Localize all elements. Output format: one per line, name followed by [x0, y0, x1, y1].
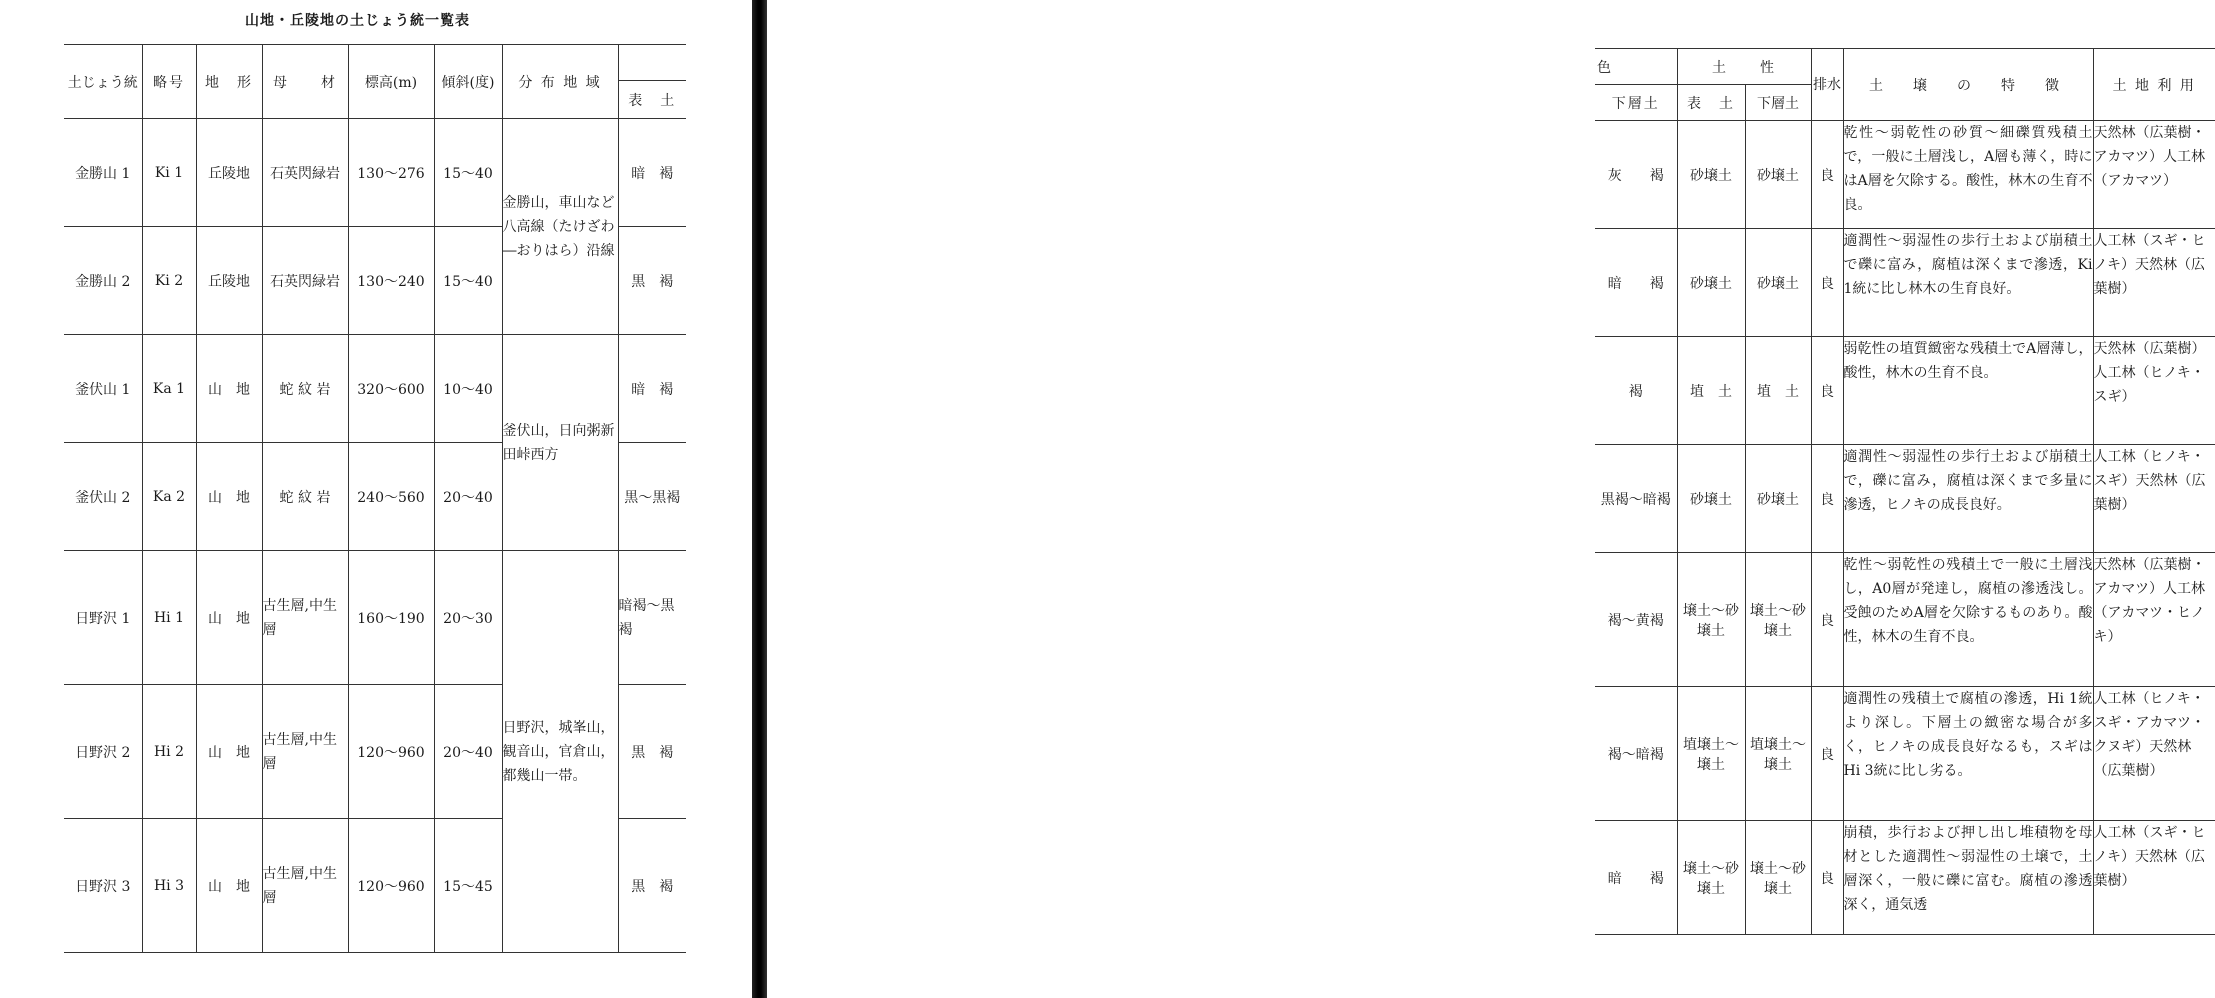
series-symbol: Hi 3	[142, 819, 196, 953]
slope: 10～40	[434, 335, 502, 443]
slope: 15～45	[434, 819, 502, 953]
series-name: 日野沢 2	[64, 685, 142, 819]
landform: 山 地	[196, 335, 262, 443]
header-color-group	[618, 45, 686, 81]
right-page	[767, 0, 2206, 998]
soil-features: 崩積，歩行および押し出し堆積物を母材とした適潤性～弱湿性の土壌で，土層深く，一般に礫に富む。腐植の滲透深く，通気透	[1843, 821, 2093, 935]
landform: 山 地	[196, 551, 262, 685]
landform: 山 地	[196, 819, 262, 953]
slope: 20～40	[434, 443, 502, 551]
series-name: 日野沢 3	[64, 819, 142, 953]
drainage: 良	[1811, 553, 1843, 687]
texture-subsoil: 埴壌土～壌土	[1745, 687, 1811, 821]
texture-topsoil: 壌土～砂壌土	[1677, 821, 1745, 935]
soil-series-table-right	[1595, 48, 2215, 935]
texture-subsoil: 壌土～砂壌土	[1745, 553, 1811, 687]
subsoil-color: 褐	[1595, 337, 1677, 445]
slope: 15～40	[434, 227, 502, 335]
texture-topsoil: 砂壌土	[1677, 121, 1745, 229]
texture-topsoil: 砂壌土	[1677, 445, 1745, 553]
topsoil-color: 黒 褐	[618, 819, 686, 953]
series-symbol: Hi 1	[142, 551, 196, 685]
header-landform: 地 形	[196, 45, 262, 119]
texture-subsoil: 砂壌土	[1745, 229, 1811, 337]
table-row	[1595, 687, 2215, 821]
series-name: 金勝山 2	[64, 227, 142, 335]
soil-features: 適潤性～弱湿性の歩行土および崩積土で，礫に富み，腐植は深くまで多量に滲透，ヒノキの成長良好。	[1843, 445, 2093, 553]
texture-subsoil: 砂壌土	[1745, 121, 1811, 229]
slope: 20～30	[434, 551, 502, 685]
landform: 丘陵地	[196, 119, 262, 227]
series-symbol: Hi 2	[142, 685, 196, 819]
texture-topsoil: 砂壌土	[1677, 229, 1745, 337]
topsoil-color: 黒 褐	[618, 685, 686, 819]
soil-features: 弱乾性の埴質緻密な残積土でA層薄し，酸性，林木の生育不良。	[1843, 337, 2093, 445]
table-row	[64, 335, 686, 443]
texture-subsoil: 壌土～砂壌土	[1745, 821, 1811, 935]
soil-features: 乾性～弱乾性の砂質～細礫質残積土で，一般に土層浅し，A層も薄く，時にはA層を欠除する。酸性，林木の生育不良。	[1843, 121, 2093, 229]
subsoil-color: 暗 褐	[1595, 821, 1677, 935]
texture-topsoil: 埴 土	[1677, 337, 1745, 445]
elevation: 130～276	[348, 119, 434, 227]
header-drainage: 排水	[1811, 49, 1843, 121]
header-topsoil-color: 表 土	[618, 81, 686, 119]
drainage: 良	[1811, 121, 1843, 229]
parent-material: 石英閃緑岩	[262, 119, 348, 227]
topsoil-color: 黒 褐	[618, 227, 686, 335]
parent-material: 古生層,中生層	[262, 551, 348, 685]
subsoil-color: 灰 褐	[1595, 121, 1677, 229]
texture-topsoil: 壌土～砂壌土	[1677, 553, 1745, 687]
drainage: 良	[1811, 229, 1843, 337]
table-row	[1595, 821, 2215, 935]
land-use: 人工林（スギ・ヒノキ）天然林（広葉樹）	[2093, 229, 2215, 337]
table-title: 山地・丘陵地の土じょう統一覧表	[245, 13, 470, 29]
topsoil-color: 暗褐～黒褐	[618, 551, 686, 685]
slope: 15～40	[434, 119, 502, 227]
left-page	[0, 0, 752, 998]
elevation: 240～560	[348, 443, 434, 551]
soil-features: 乾性～弱乾性の残積土で一般に土層浅し，A0層が発達し，腐植の滲透浅し。受蝕のためA層を欠除するものあり。酸性，林木の生育不良。	[1843, 553, 2093, 687]
header-land-use: 土 地 利 用	[2093, 49, 2215, 121]
parent-material: 石英閃緑岩	[262, 227, 348, 335]
topsoil-color: 黒～黒褐	[618, 443, 686, 551]
texture-subsoil: 埴 土	[1745, 337, 1811, 445]
drainage: 良	[1811, 821, 1843, 935]
table-row	[1595, 121, 2215, 229]
drainage: 良	[1811, 687, 1843, 821]
subsoil-color: 暗 褐	[1595, 229, 1677, 337]
elevation: 120～960	[348, 685, 434, 819]
land-use: 天然林（広葉樹）人工林（ヒノキ・スギ）	[2093, 337, 2215, 445]
table-row	[64, 551, 686, 685]
header-texture: 土 性	[1677, 49, 1811, 85]
series-symbol: Ki 2	[142, 227, 196, 335]
series-name: 釜伏山 1	[64, 335, 142, 443]
subsoil-color: 褐～暗褐	[1595, 687, 1677, 821]
header-symbol: 略号	[142, 45, 196, 119]
subsoil-color: 黒褐～暗褐	[1595, 445, 1677, 553]
book-gutter	[752, 0, 767, 998]
land-use: 人工林（ヒノキ・スギ・アカマツ・クヌギ）天然林（広葉樹）	[2093, 687, 2215, 821]
landform: 山 地	[196, 443, 262, 551]
soil-features: 適潤性の残積土で腐植の滲透，Hi 1統より深し。下層土の緻密な場合が多く，ヒノキの成長良好なるも，スギはHi 3統に比し劣る。	[1843, 687, 2093, 821]
drainage: 良	[1811, 337, 1843, 445]
landform: 山 地	[196, 685, 262, 819]
header-subsoil-color: 下層土	[1595, 85, 1677, 121]
header-parent-material: 母 材	[262, 45, 348, 119]
elevation: 320～600	[348, 335, 434, 443]
header-texture-topsoil: 表 土	[1677, 85, 1745, 121]
elevation: 160～190	[348, 551, 434, 685]
header-series: 土じょう統	[64, 45, 142, 119]
series-symbol: Ki 1	[142, 119, 196, 227]
texture-topsoil: 埴壌土～壌土	[1677, 687, 1745, 821]
header-features: 土 壌 の 特 徴	[1843, 49, 2093, 121]
table-row	[1595, 337, 2215, 445]
subsoil-color: 褐～黄褐	[1595, 553, 1677, 687]
header-color-cont: 色	[1595, 49, 1677, 85]
distribution-area: 釜伏山，日向粥新田峠西方	[502, 335, 618, 551]
distribution-area: 日野沢，城峯山，観音山，官倉山，都幾山一帯。	[502, 551, 618, 953]
topsoil-color: 暗 褐	[618, 119, 686, 227]
soil-series-table-left	[64, 44, 686, 953]
table-row	[1595, 229, 2215, 337]
series-symbol: Ka 1	[142, 335, 196, 443]
landform: 丘陵地	[196, 227, 262, 335]
topsoil-color: 暗 褐	[618, 335, 686, 443]
header-texture-subsoil: 下層土	[1745, 85, 1811, 121]
series-name: 日野沢 1	[64, 551, 142, 685]
texture-subsoil: 砂壌土	[1745, 445, 1811, 553]
distribution-area: 金勝山，車山など八高線（たけざわ―おりはら）沿線	[502, 119, 618, 335]
series-name: 釜伏山 2	[64, 443, 142, 551]
soil-features: 適潤性～弱湿性の歩行土および崩積土で礫に富み，腐植は深くまで滲透，Ki 1統に比し林木の生育良好。	[1843, 229, 2093, 337]
header-distribution: 分 布 地 域	[502, 45, 618, 119]
parent-material: 古生層,中生層	[262, 685, 348, 819]
parent-material: 蛇 紋 岩	[262, 443, 348, 551]
series-symbol: Ka 2	[142, 443, 196, 551]
table-row	[64, 119, 686, 227]
table-row	[1595, 445, 2215, 553]
land-use: 天然林（広葉樹・アカマツ）人工林（アカマツ）	[2093, 121, 2215, 229]
header-slope: 傾斜(度)	[434, 45, 502, 119]
parent-material: 古生層,中生層	[262, 819, 348, 953]
parent-material: 蛇 紋 岩	[262, 335, 348, 443]
elevation: 130～240	[348, 227, 434, 335]
elevation: 120～960	[348, 819, 434, 953]
land-use: 天然林（広葉樹・アカマツ）人工林（アカマツ・ヒノキ）	[2093, 553, 2215, 687]
land-use: 人工林（ヒノキ・スギ）天然林（広葉樹）	[2093, 445, 2215, 553]
header-elevation: 標高(m)	[348, 45, 434, 119]
series-name: 金勝山 1	[64, 119, 142, 227]
drainage: 良	[1811, 445, 1843, 553]
slope: 20～40	[434, 685, 502, 819]
table-row	[1595, 553, 2215, 687]
land-use: 人工林（スギ・ヒノキ）天然林（広葉樹）	[2093, 821, 2215, 935]
